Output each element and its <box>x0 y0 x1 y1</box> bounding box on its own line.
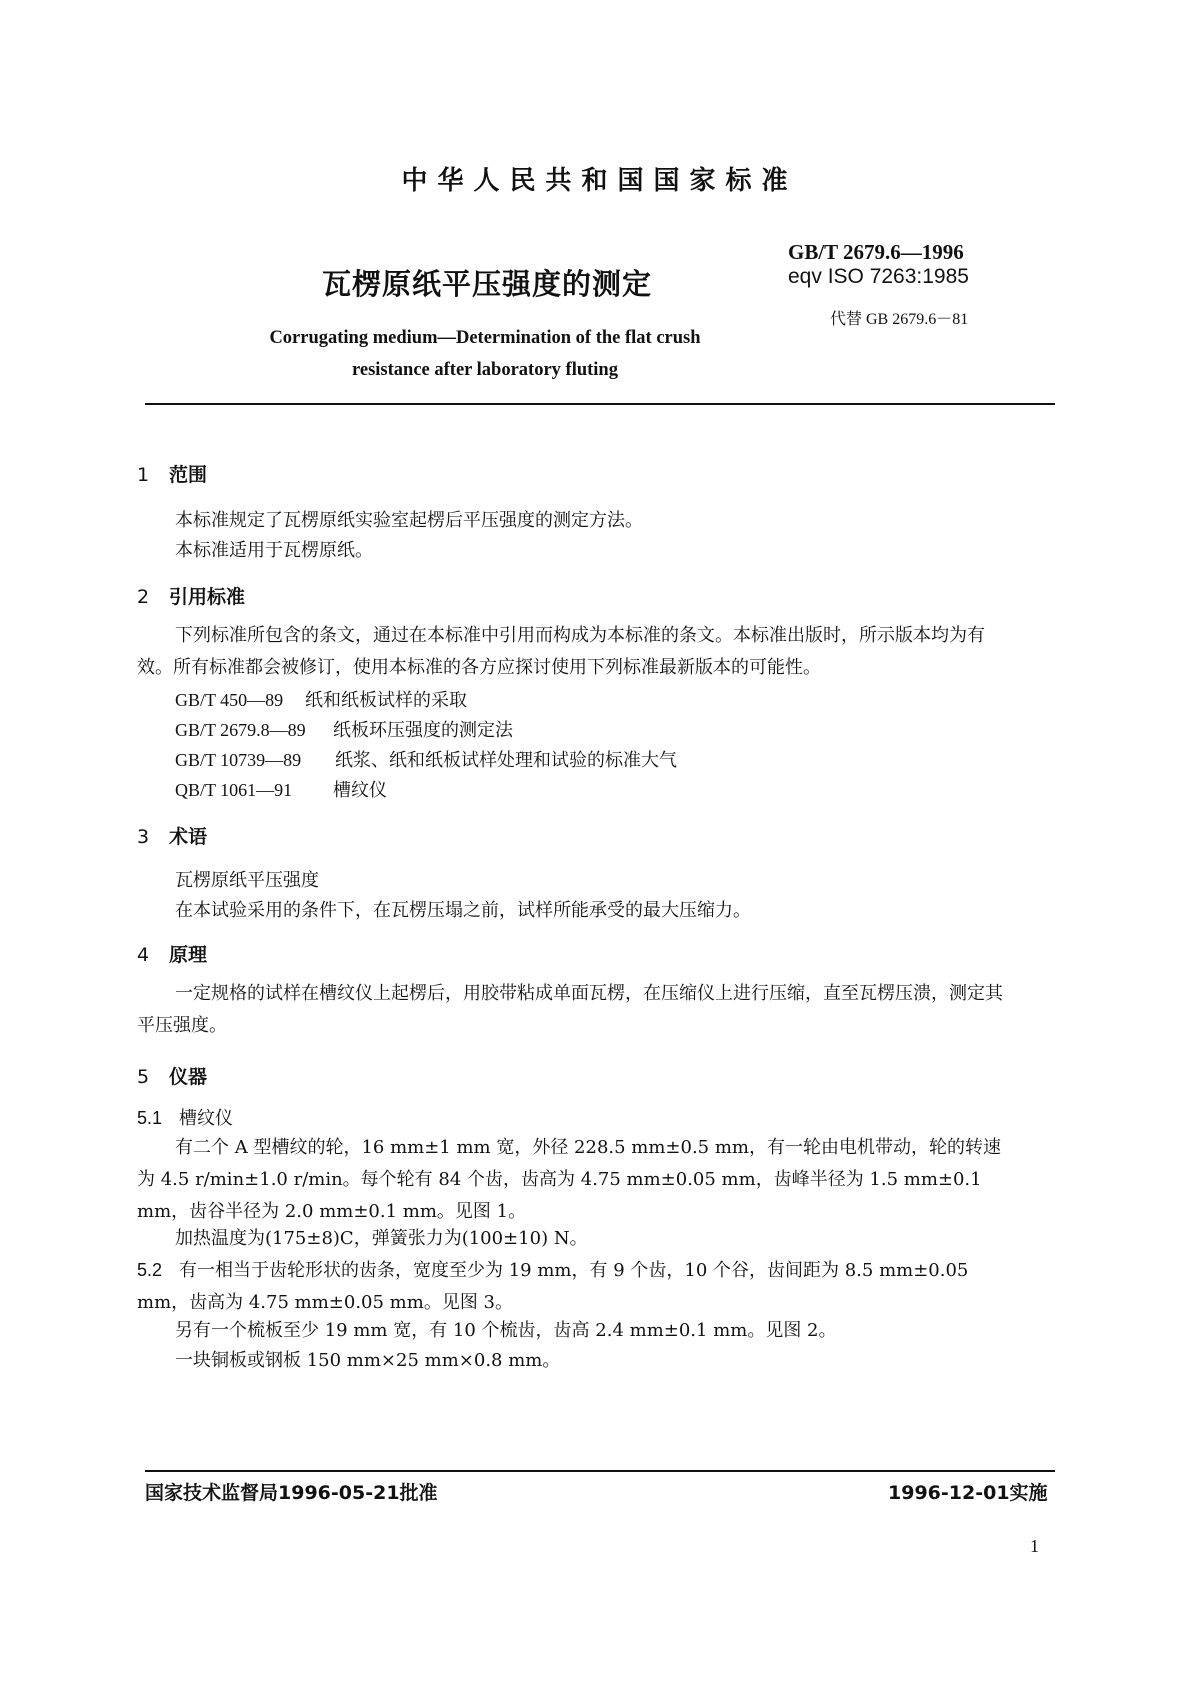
subsection-5-1-paragraph-1: 有二个 A 型槽纹的轮，16 mm±1 mm 宽，外径 228.5 mm±0.5 mm，有一轮由电机带动，轮的转速为 4.5 r/min±1.0 r/min。每个轮有 84 个齿，齿高为 4.75 mm±0.05 mm，齿峰半径为 1.5 mm±0.1 mm，齿谷半径为 2.0 mm±0.1 mm。见图 1。 <box>137 1137 1001 1222</box>
section-3-heading <box>137 822 207 849</box>
section-4-paragraph: 一定规格的试样在槽纹仪上起楞后，用胶带粘成单面瓦楞，在压缩仪上进行压缩，直至瓦楞压溃，测定其平压强度。 <box>137 983 1003 1036</box>
section-title: 引用标准 <box>169 586 246 608</box>
title-english <box>220 322 750 386</box>
reference-title: 纸浆、纸和纸板试样处理和试验的标准大气 <box>335 750 677 771</box>
top-divider <box>145 403 1055 405</box>
title-english-line1: Corrugating medium—Determination of the flat crush <box>269 328 701 348</box>
standard-code-block <box>788 240 969 289</box>
section-1-paragraph-1: 本标准规定了瓦楞原纸实验室起楞后平压强度的测定方法。 <box>175 510 643 531</box>
section-1-heading <box>137 460 207 487</box>
reference-title: 槽纹仪 <box>333 780 387 801</box>
replaces-standard: 代替 GB 2679.6－81 <box>830 311 969 328</box>
section-4-heading <box>137 940 207 967</box>
section-number: 3 <box>137 826 150 848</box>
reference-code: QB/T 1061—91 <box>175 780 293 800</box>
implementation-date: 1996-12-01实施 <box>888 1482 1048 1504</box>
reference-title: 纸板环压强度的测定法 <box>333 720 513 741</box>
section-title: 仪器 <box>169 1066 208 1088</box>
reference-item <box>175 686 467 712</box>
title-chinese: 瓦楞原纸平压强度的测定 <box>322 267 653 301</box>
national-standard-heading: 中华人民共和国国家标准 <box>401 166 798 196</box>
section-2-paragraph: 下列标准所包含的条文，通过在本标准中引用而构成为本标准的条文。本标准出版时，所示版本均为有效。所有标准都会被修订，使用本标准的各方应探讨使用下列标准最新版本的可能性。 <box>137 625 985 678</box>
section-5-heading <box>137 1062 207 1089</box>
section-title: 原理 <box>169 944 208 966</box>
subsection-5-2-paragraph-2: 另有一个梳板至少 19 mm 宽，有 10 个梳齿，齿高 2.4 mm±0.1 mm。见图 2。 <box>175 1320 837 1341</box>
term-definition: 在本试验采用的条件下，在瓦楞压塌之前，试样所能承受的最大压缩力。 <box>175 900 751 921</box>
subsection-5-2-paragraph-3: 一块铜板或钢板 150 mm×25 mm×0.8 mm。 <box>175 1350 561 1371</box>
reference-code: GB/T 2679.8—89 <box>175 720 306 740</box>
section-number: 2 <box>137 586 150 608</box>
subsection-5-2-paragraph-1 <box>137 1254 1014 1319</box>
standard-code: GB/T 2679.6—1996 <box>788 240 964 264</box>
section-title: 范围 <box>169 464 208 486</box>
section-number: 1 <box>137 464 150 486</box>
section-2-heading <box>137 582 245 609</box>
footer-divider <box>145 1470 1055 1472</box>
reference-code: GB/T 10739—89 <box>175 750 302 770</box>
page-number: 1 <box>1030 1536 1039 1556</box>
title-english-line2: resistance after laboratory fluting <box>352 360 618 380</box>
subsection-5-1-paragraph-2: 加热温度为(175±8)C，弹簧张力为(100±10) N。 <box>175 1228 588 1249</box>
reference-code: GB/T 450—89 <box>175 690 284 710</box>
section-1-paragraph-2: 本标准适用于瓦楞原纸。 <box>175 540 373 561</box>
subsection-5-1-heading <box>137 1104 233 1130</box>
equivalent-iso-code: eqv ISO 7263:1985 <box>788 265 969 288</box>
reference-title: 纸和纸板试样的采取 <box>305 690 467 711</box>
section-number: 4 <box>137 944 150 966</box>
subsection-number: 5.2 <box>137 1260 163 1280</box>
section-number: 5 <box>137 1066 150 1088</box>
reference-item <box>175 746 677 772</box>
approval-date: 国家技术监督局1996-05-21批准 <box>145 1482 438 1504</box>
subsection-title: 槽纹仪 <box>179 1108 233 1129</box>
term-name: 瓦楞原纸平压强度 <box>175 870 319 891</box>
subsection-number: 5.1 <box>137 1108 163 1128</box>
subsection-text: 有一相当于齿轮形状的齿条，宽度至少为 19 mm，有 9 个齿，10 个谷，齿间距为 8.5 mm±0.05 mm，齿高为 4.75 mm±0.05 mm。见图 3。 <box>137 1260 969 1313</box>
section-title: 术语 <box>169 826 208 848</box>
reference-item <box>175 776 387 802</box>
reference-item <box>175 716 513 742</box>
